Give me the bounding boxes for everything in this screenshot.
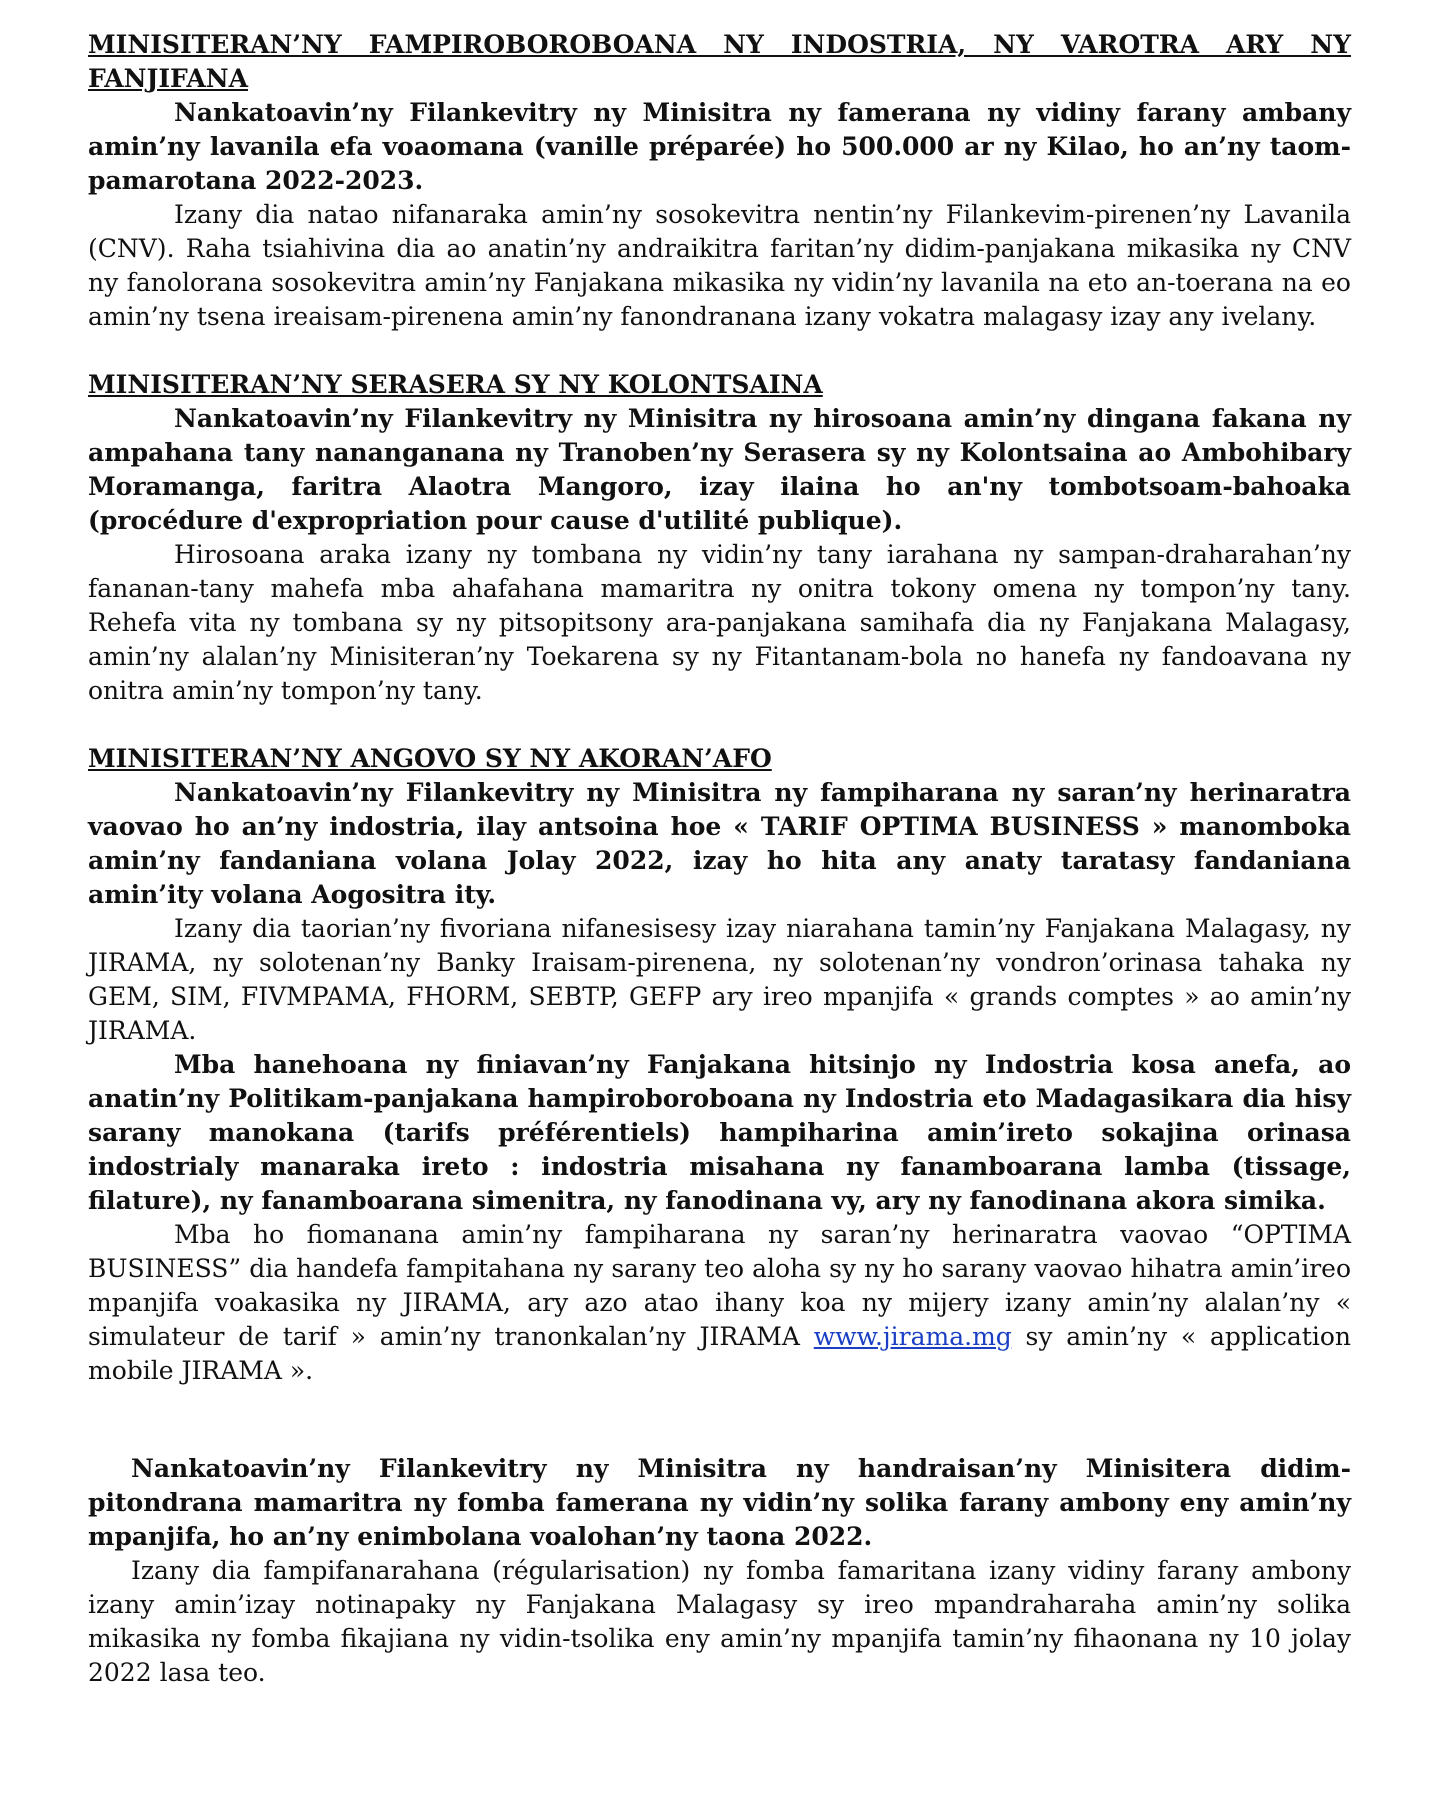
council-decision: Nankatoavin’ny Filankevitry ny Minisitra ny fampiharana ny saran’ny herinaratra vaovao ho an’ny indostria, ilay antsoina hoe « TARIF OPTIMA BUSINESS » manomboka amin’ny fandaniana volana Jolay 2022, izay ho hita any anaty taratasy fandaniana amin’ity volana Aogositra ity. <box>88 778 1351 909</box>
decision-explanation-fuel: Izany dia fampifanarahana (régularisation) ny fomba famaritana izany vidiny farany ambony izany amin’izay notinapaky ny Fanjakana Malagasy sy ireo mpandraharaha amin’ny solika mikasika ny fomba fikajiana ny vidin-tsolika eny amin’ny mpanjifa tamin’ny fihaonana ny 10 jolay 2022 lasa teo. <box>88 1556 1351 1687</box>
explanation-text: Mba ho fiomanana amin’ny fampiharana ny saran’ny herinaratra vaovao “OPTIMA BUSINESS” dia handefa fampitahana ny sarany teo aloha sy ny ho sarany vaovao hihatra amin’ireo mpanjifa voakasika ny JIRAMA, ary azo atao ihany koa ny mijery izany amin’ny alalan’ny « simulateur de tarif » amin’ny tranonkalan’ny JIRAMA <box>88 1220 1351 1351</box>
decision-explanation: Hirosoana araka izany ny tombana ny vidin’ny tany iarahana ny sampan-draharahan’ny fananan-tany mahefa mba ahafahana mamaritra ny onitra tokony omena ny tompon’ny tany. Rehefa vita ny tombana sy ny pitsopitsony ara-panjakana samihafa dia ny Fanjakana Malagasy, amin’ny alalan’ny Minisiteran’ny Toekarena sy ny Fitantanam-bola no hanefa ny fandoavana ny onitra amin’ny tompon’ny tany. <box>88 540 1351 705</box>
council-decision: Nankatoavin’ny Filankevitry ny Minisitra ny famerana ny vidiny farany ambany amin’ny lavanila efa voaomana (vanille préparée) ho 500.000 ar ny Kilao, ho an’ny taom-pamarotana 2022-2023. <box>88 98 1351 195</box>
section-heading-industry: MINISITERAN’NY FAMPIROBOROBOANA NY INDOSTRIA, NY VAROTRA ARY NY FANJIFANA <box>88 30 1351 93</box>
section-spacer <box>88 1388 1351 1452</box>
section-spacer <box>88 334 1351 368</box>
section-heading-energy: MINISITERAN’NY ANGOVO SY NY AKORAN’AFO <box>88 744 772 773</box>
explanation-text: sy amin’ny « application mobile JIRAMA ». <box>88 1322 1351 1385</box>
jirama-website-link[interactable]: www.jirama.mg <box>813 1322 1012 1351</box>
section-heading-communication: MINISITERAN’NY SERASERA SY NY KOLONTSAINA <box>88 370 823 399</box>
council-decision: Nankatoavin’ny Filankevitry ny Minisitra ny hirosoana amin’ny dingana fakana ny ampahana tany nananganana ny Tranoben’ny Serasera sy ny Kolontsaina ao Ambohibary Moramanga, faritra Alaotra Mangoro, izay ilaina ho an'ny tombotsoam-bahoaka (procédure d'expropriation pour cause d'utilité publique). <box>88 404 1351 535</box>
section-spacer <box>88 708 1351 742</box>
decision-explanation-optima <box>88 1218 1351 1388</box>
council-decision-fuel: Nankatoavin’ny Filankevitry ny Minisitra ny handraisan’ny Minisitera didim-pitondrana mamaritra ny fomba famerana ny vidin’ny solika farany ambony eny amin’ny mpanjifa, ho an’ny enimbolana voalohan’ny taona 2022. <box>88 1454 1351 1551</box>
decision-explanation: Izany dia taorian’ny fivoriana nifanesisesy izay niarahana tamin’ny Fanjakana Malagasy, ny JIRAMA, ny solotenan’ny Banky Iraisam-pirenena, ny solotenan’ny vondron’orinasa tahaka ny GEM, SIM, FIVMPAMA, FHORM, SEBTP, GEFP ary ireo mpanjifa « grands comptes » ao amin’ny JIRAMA. <box>88 914 1351 1045</box>
decision-explanation: Izany dia natao nifanaraka amin’ny sosokevitra nentin’ny Filankevim-pirenen’ny Lavanila (CNV). Raha tsiahivina dia ao anatin’ny andraikitra faritan’ny didim-panjakana mikasika ny CNV ny fanolorana sosokevitra amin’ny Fanjakana mikasika ny vidin’ny lavanila na eto an-toerana na eo amin’ny tsena ireaisam-pirenena amin’ny fanondranana izany vokatra malagasy izay any ivelany. <box>88 200 1351 331</box>
council-decision-preferential-tariffs: Mba hanehoana ny finiavan’ny Fanjakana hitsinjo ny Indostria kosa anefa, ao anatin’ny Politikam-panjakana hampiroboroboana ny Indostria eto Madagasikara dia hisy sarany manokana (tarifs préférentiels) hampiharina amin’ireto sokajina orinasa indostrialy manaraka ireto : indostria misahana ny fanamboarana lamba (tissage, filature), ny fanamboarana simenitra, ny fanodinana vy, ary ny fanodinana akora simika. <box>88 1050 1351 1215</box>
